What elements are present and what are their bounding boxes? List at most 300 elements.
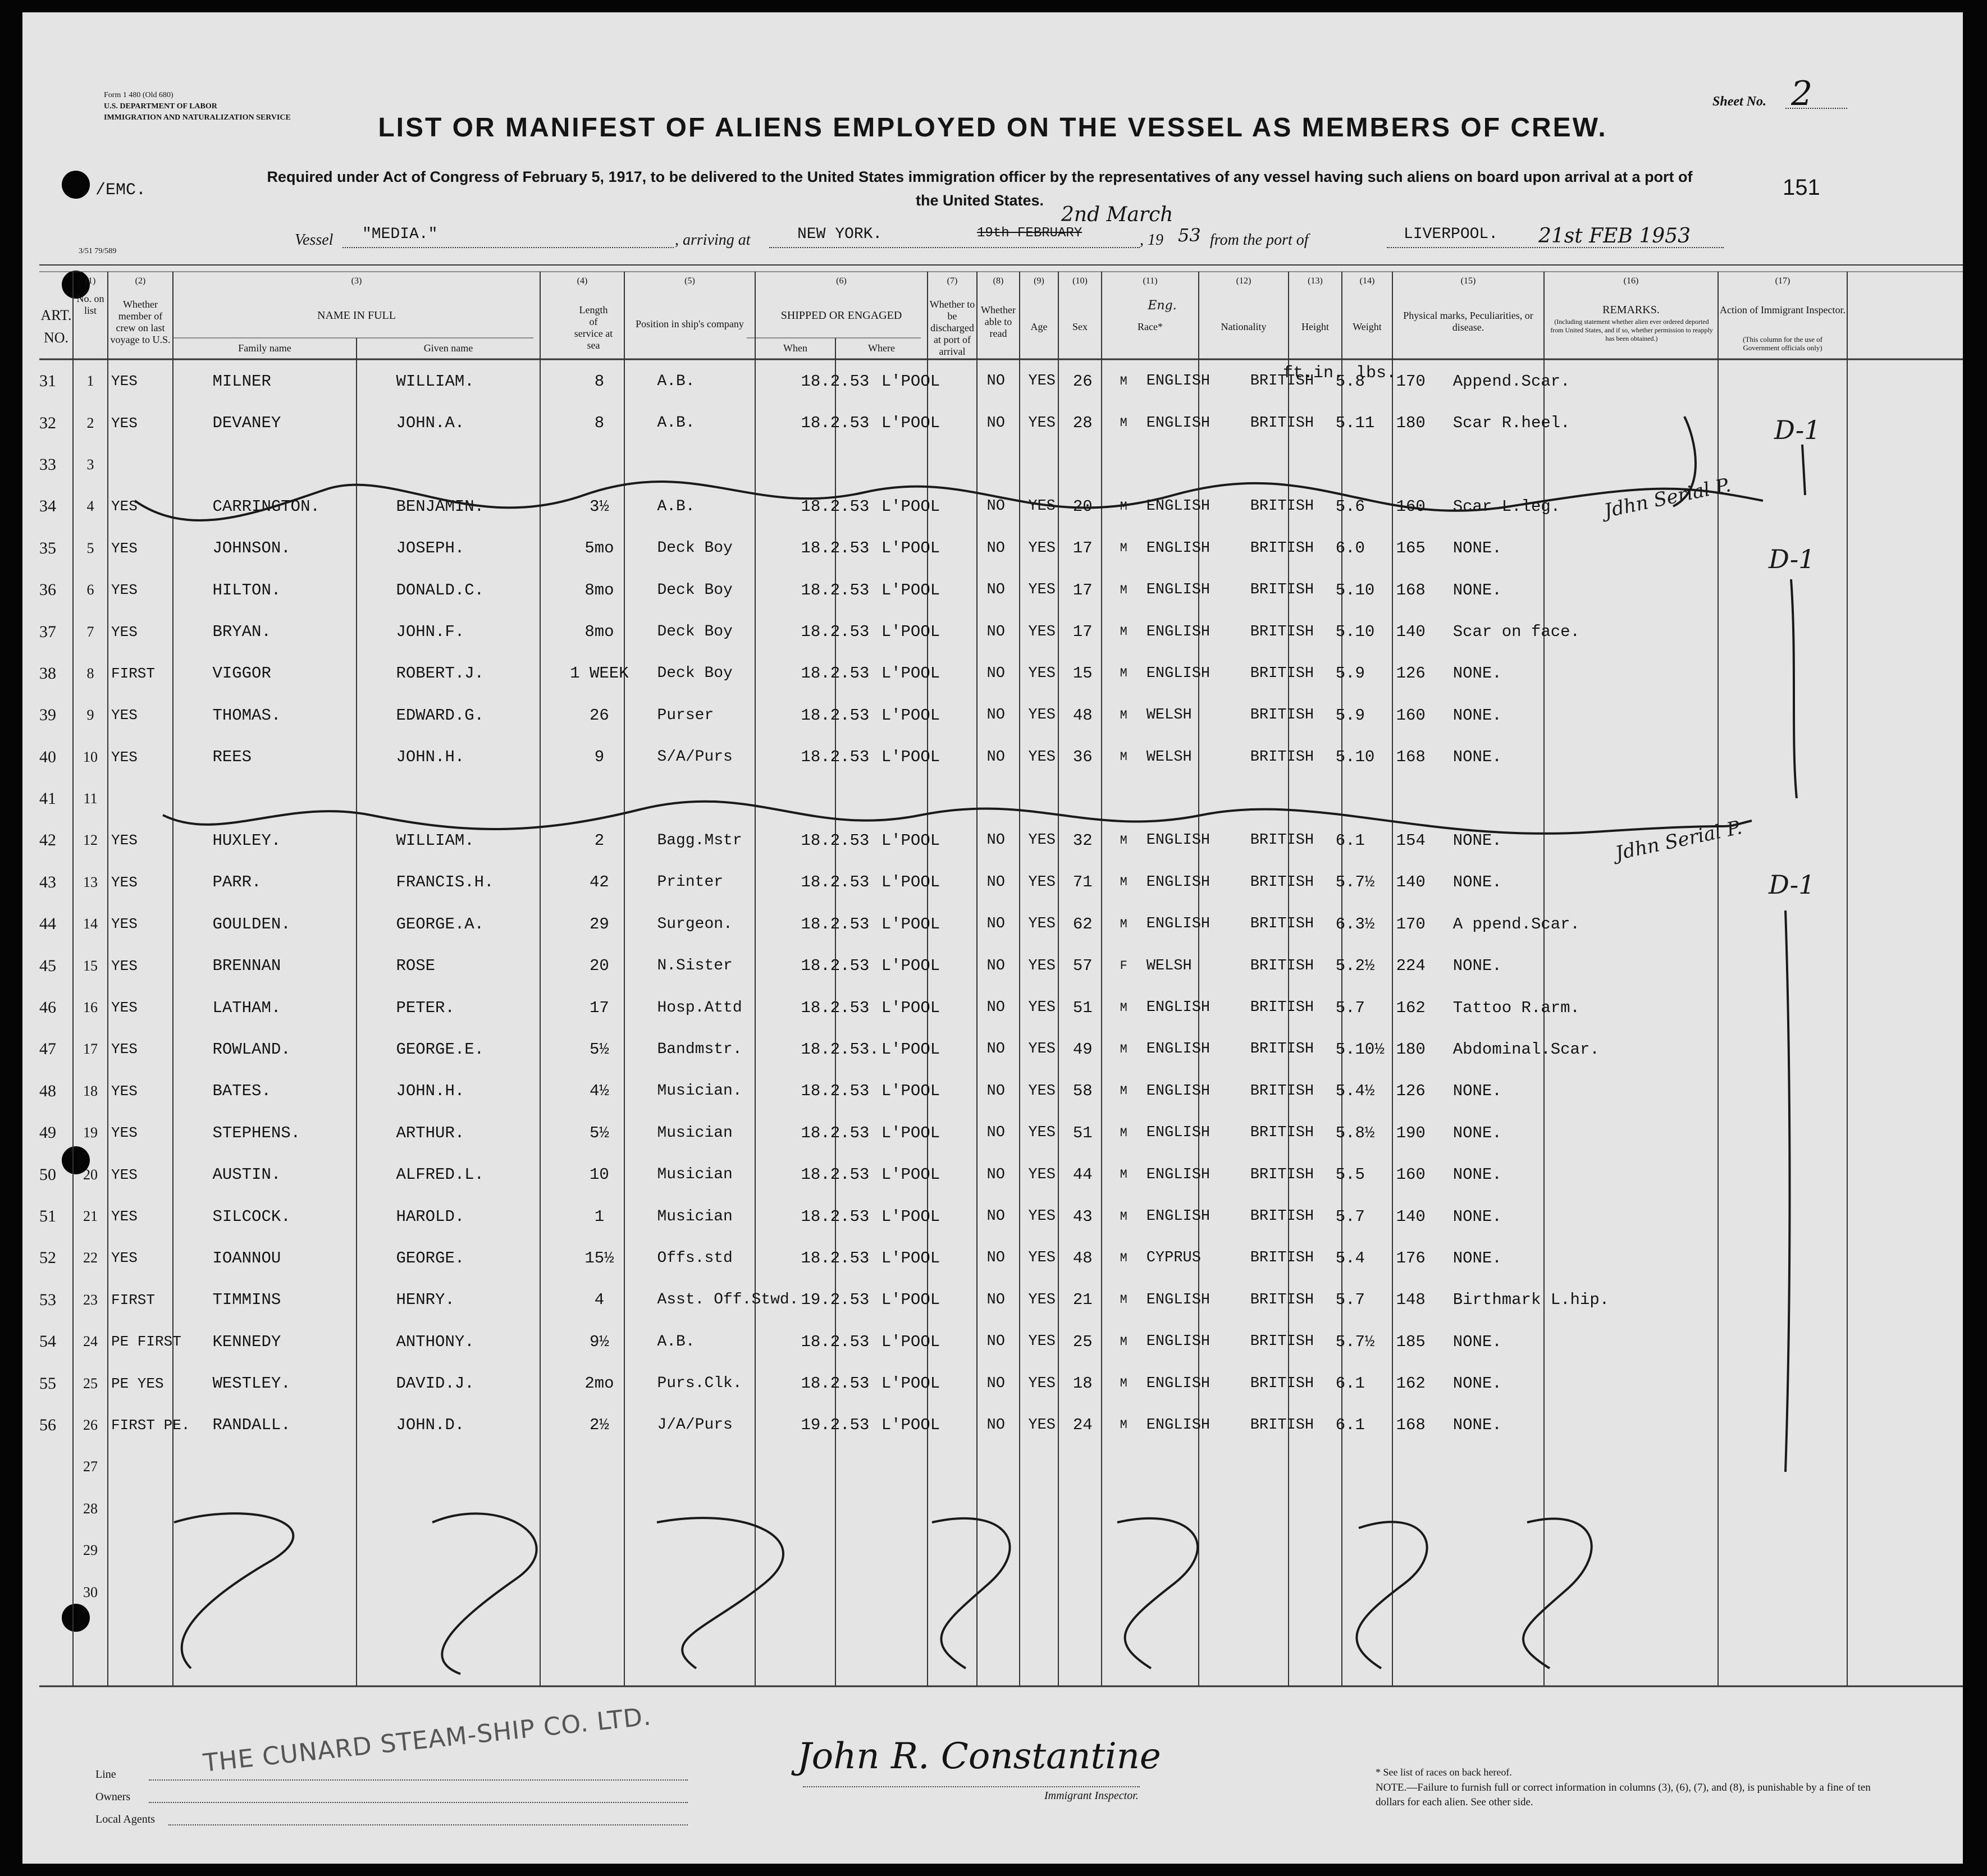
row-shipped-where: L'POOL — [881, 1165, 940, 1184]
header-remarks-note: (Including statement whether alien ever ordered deported from United States, and if so, whether permission to reapply has been obtained.) — [1550, 318, 1713, 342]
row-discharged: NO — [986, 999, 1005, 1017]
row-service-length: 29 — [590, 914, 609, 934]
row-given-name: GEORGE.A. — [396, 914, 485, 934]
row-list-number: 4 — [86, 498, 94, 515]
row-can-read: YES — [1028, 539, 1056, 557]
row-shipped-where: L'POOL — [881, 1207, 940, 1226]
row-shipped-when: 18.2.53 — [801, 706, 870, 725]
footer-owners-label: Owners — [95, 1791, 131, 1803]
header-where: Where — [868, 342, 895, 354]
row-shipped-where: L'POOL — [881, 580, 940, 600]
row-discharged: NO — [986, 1082, 1005, 1100]
row-nationality: BRITISH — [1250, 623, 1314, 640]
row-height: 5.4 — [1335, 1248, 1365, 1268]
row-art-number: 37 — [39, 622, 56, 641]
row-service-length: 8mo — [584, 580, 614, 600]
row-race: ENGLISH — [1146, 373, 1211, 390]
row-physical-marks: NONE. — [1452, 539, 1502, 558]
row-service-length: 4 — [594, 1291, 605, 1310]
column-number: (9) — [1034, 276, 1044, 286]
row-position: Deck Boy — [657, 539, 733, 557]
row-given-name: JOHN.D. — [396, 1416, 465, 1435]
row-position: Printer — [657, 873, 724, 891]
deletion-stroke — [135, 482, 1763, 520]
row-height: 5.8½ — [1335, 1123, 1375, 1142]
row-art-number: 39 — [39, 706, 56, 725]
row-art-number: 43 — [39, 872, 56, 891]
row-shipped-when: 19.2.53 — [801, 1291, 870, 1310]
row-can-read: YES — [1028, 1333, 1056, 1351]
row-sex: M — [1120, 1418, 1127, 1433]
row-art-number: 55 — [39, 1374, 56, 1393]
column-number: (12) — [1236, 276, 1251, 286]
row-list-number: 30 — [83, 1584, 98, 1600]
pen-line — [1791, 579, 1797, 798]
row-can-read: YES — [1028, 1291, 1056, 1308]
row-weight: 176 — [1396, 1248, 1426, 1268]
row-shipped-where: L'POOL — [881, 539, 940, 558]
row-list-number: 10 — [83, 748, 98, 765]
row-weight: 224 — [1396, 957, 1426, 976]
row-physical-marks: Scar L.leg. — [1452, 497, 1561, 516]
row-nationality: BRITISH — [1250, 957, 1314, 974]
row-shipped-when: 18.2.53 — [801, 1123, 870, 1142]
row-position: Musician — [657, 1207, 733, 1225]
row-can-read: YES — [1028, 665, 1056, 682]
row-position: A.B. — [657, 414, 695, 432]
row-art-number: 46 — [39, 998, 56, 1017]
row-can-read: YES — [1028, 748, 1056, 766]
year-value: 53 — [1178, 225, 1201, 246]
row-service-length: 9 — [594, 748, 605, 767]
row-weight: 168 — [1396, 1416, 1426, 1435]
row-list-number: 9 — [86, 707, 94, 724]
row-previous-voyage: YES — [111, 748, 138, 766]
row-given-name: ANTHONY. — [396, 1332, 474, 1351]
row-physical-marks: Abdominal.Scar. — [1452, 1040, 1600, 1059]
row-art-number: 52 — [39, 1248, 56, 1268]
row-shipped-where: L'POOL — [881, 1123, 940, 1142]
row-physical-marks: NONE. — [1452, 1082, 1502, 1101]
row-given-name: BENJAMIN. — [396, 497, 485, 516]
row-can-read: YES — [1028, 623, 1056, 640]
row-given-name: ARTHUR. — [396, 1123, 465, 1142]
row-position: Asst. Off.Stwd. — [657, 1291, 799, 1309]
row-service-length: 8 — [594, 372, 605, 391]
page-mark: 151 — [1783, 175, 1820, 200]
row-physical-marks: A ppend.Scar. — [1452, 914, 1580, 934]
row-given-name: DONALD.C. — [396, 580, 485, 600]
row-shipped-when: 18.2.53 — [801, 1082, 870, 1101]
row-weight: 126 — [1396, 664, 1426, 683]
row-race: ENGLISH — [1146, 999, 1211, 1017]
row-sex: M — [1120, 750, 1127, 765]
row-family-name: MILNER — [212, 372, 271, 391]
sheet-number: 2 — [1791, 74, 1813, 113]
row-nationality: BRITISH — [1250, 582, 1314, 599]
row-age: 58 — [1072, 1082, 1093, 1101]
row-given-name: HENRY. — [396, 1291, 455, 1310]
row-given-name: JOHN.H. — [396, 748, 465, 767]
row-physical-marks: NONE. — [1452, 748, 1502, 767]
form-number: Form 1 480 (Old 680) — [104, 91, 173, 99]
footer-agents-label: Local Agents — [95, 1813, 156, 1825]
signature-rule — [803, 1786, 1140, 1787]
row-physical-marks: NONE. — [1452, 1416, 1502, 1435]
row-service-length: 1 — [594, 1207, 605, 1226]
row-previous-voyage: YES — [111, 498, 138, 515]
row-shipped-when: 18.2.53 — [801, 998, 870, 1017]
row-sex: M — [1120, 625, 1127, 639]
row-service-length: 4½ — [590, 1082, 609, 1101]
row-nationality: BRITISH — [1250, 498, 1314, 515]
row-list-number: 28 — [83, 1500, 98, 1517]
row-sex: F — [1120, 959, 1127, 973]
row-list-number: 7 — [86, 623, 94, 640]
row-shipped-when: 18.2.53 — [801, 414, 870, 433]
row-service-length: 2mo — [584, 1374, 614, 1393]
row-nationality: BRITISH — [1250, 1124, 1314, 1142]
row-height: 5.7½ — [1335, 1332, 1375, 1351]
row-weight: 168 — [1396, 580, 1426, 600]
row-previous-voyage: FIRST — [111, 665, 156, 682]
row-sex: M — [1120, 1209, 1127, 1224]
row-can-read: YES — [1028, 582, 1056, 599]
row-position: Offs.std — [657, 1249, 733, 1267]
row-family-name: HUXLEY. — [212, 831, 281, 850]
row-weight: 180 — [1396, 414, 1426, 433]
row-family-name: STEPHENS. — [212, 1123, 301, 1142]
row-sex: M — [1120, 1168, 1127, 1182]
row-given-name: HAROLD. — [396, 1207, 465, 1226]
bracket-stroke — [432, 1513, 537, 1674]
row-position: Musician. — [657, 1082, 742, 1100]
row-discharged: NO — [986, 665, 1005, 682]
row-list-number: 26 — [83, 1416, 98, 1433]
arrival-date-struck: 19th FEBRUARY — [977, 226, 1082, 241]
vessel-label: Vessel — [295, 231, 334, 249]
row-art-number: 50 — [39, 1165, 56, 1184]
row-physical-marks: NONE. — [1452, 1165, 1502, 1184]
row-shipped-where: L'POOL — [881, 831, 940, 850]
row-nationality: BRITISH — [1250, 1416, 1314, 1434]
row-given-name: JOHN.H. — [396, 1082, 465, 1101]
column-number: (10) — [1072, 276, 1088, 286]
row-discharged: NO — [986, 748, 1005, 766]
row-previous-voyage: PE FIRST — [111, 1333, 181, 1351]
row-art-number: 44 — [39, 914, 56, 934]
row-height: 5.10 — [1335, 748, 1375, 767]
row-height: 5.7 — [1335, 1207, 1365, 1226]
row-art-number: 47 — [39, 1040, 56, 1059]
row-service-length: 8 — [594, 414, 605, 433]
row-family-name: GOULDEN. — [212, 914, 291, 934]
row-shipped-when: 18.2.53 — [801, 873, 870, 892]
row-service-length: 8mo — [584, 623, 614, 642]
header-action-inspector: Action of Immigrant Inspector. — [1720, 304, 1846, 315]
row-position: J/A/Purs — [657, 1416, 733, 1434]
row-list-number: 22 — [83, 1250, 98, 1266]
row-family-name: CARRINGTON. — [212, 497, 320, 516]
row-race: ENGLISH — [1146, 539, 1211, 557]
row-shipped-when: 18.2.53 — [801, 1374, 870, 1393]
row-weight: 140 — [1396, 873, 1426, 892]
row-family-name: AUSTIN. — [212, 1165, 281, 1184]
row-list-number: 11 — [83, 790, 98, 807]
row-race: ENGLISH — [1146, 1208, 1211, 1225]
column-number: (14) — [1359, 276, 1375, 286]
row-weight: 190 — [1396, 1123, 1426, 1142]
row-given-name: WILLIAM. — [396, 831, 474, 850]
row-sex: M — [1120, 917, 1127, 931]
row-family-name: TIMMINS — [212, 1291, 281, 1310]
service-name: IMMIGRATION AND NATURALIZATION SERVICE — [104, 113, 291, 122]
row-shipped-when: 18.2.53 — [801, 1332, 870, 1351]
row-height: 5.9 — [1335, 706, 1365, 725]
row-service-length: 5mo — [584, 539, 614, 558]
header-nationality: Nationality — [1221, 321, 1267, 332]
row-weight: 148 — [1396, 1291, 1426, 1310]
row-sex: M — [1120, 1084, 1127, 1099]
row-list-number: 5 — [86, 539, 94, 556]
row-race: CYPRUS — [1146, 1250, 1201, 1267]
row-family-name: PARR. — [212, 873, 262, 892]
department-name: U.S. DEPARTMENT OF LABOR — [104, 102, 217, 111]
header-age: Age — [1030, 321, 1048, 332]
row-physical-marks: NONE. — [1452, 957, 1502, 976]
row-race: ENGLISH — [1146, 1041, 1211, 1058]
row-previous-voyage: YES — [111, 916, 138, 933]
row-can-read: YES — [1028, 1208, 1056, 1225]
row-age: 15 — [1072, 664, 1093, 683]
row-shipped-where: L'POOL — [881, 1416, 940, 1435]
row-can-read: YES — [1028, 832, 1056, 849]
row-previous-voyage: YES — [111, 539, 138, 557]
row-art-number: 40 — [39, 747, 56, 766]
row-nationality: BRITISH — [1250, 748, 1314, 766]
row-list-number: 27 — [83, 1458, 98, 1475]
row-nationality: BRITISH — [1250, 1041, 1314, 1058]
row-family-name: THOMAS. — [212, 706, 281, 725]
row-height: 5.7 — [1335, 1291, 1365, 1310]
row-discharged: NO — [986, 957, 1005, 974]
header-art-no: ART. NO. — [40, 307, 72, 346]
deletion-initials: Jdhn Serial P. — [1602, 474, 1733, 523]
from-port-label: from the port of — [1210, 231, 1309, 249]
row-age: 32 — [1072, 831, 1093, 850]
row-nationality: BRITISH — [1250, 1291, 1314, 1308]
row-shipped-where: L'POOL — [881, 914, 940, 934]
row-sex: M — [1120, 1376, 1127, 1391]
row-given-name: GEORGE.E. — [396, 1040, 485, 1059]
row-previous-voyage: YES — [111, 957, 138, 974]
arrival-date-handwritten: 2nd March — [1061, 203, 1173, 226]
row-discharged: NO — [986, 1333, 1005, 1351]
row-discharged: NO — [986, 873, 1005, 891]
bracket-stroke — [1523, 1519, 1592, 1668]
row-age: 36 — [1072, 748, 1093, 767]
row-service-length: 3½ — [590, 497, 609, 516]
row-list-number: 15 — [83, 957, 98, 974]
row-previous-voyage: PE YES — [111, 1375, 164, 1392]
row-discharged: NO — [986, 623, 1005, 640]
row-family-name: LATHAM. — [212, 998, 281, 1017]
row-art-number: 48 — [39, 1081, 56, 1100]
row-height: 6.1 — [1335, 1416, 1365, 1435]
row-height: 5.7½ — [1335, 873, 1375, 892]
row-physical-marks: Birthmark L.hip. — [1452, 1291, 1610, 1310]
row-can-read: YES — [1028, 1082, 1056, 1100]
print-code: 3/51 79/589 — [79, 247, 117, 255]
row-nationality: BRITISH — [1250, 665, 1314, 682]
row-nationality: BRITISH — [1250, 873, 1314, 891]
row-position: A.B. — [657, 1333, 695, 1351]
penalty-note: NOTE.—Failure to furnish full or correct information in columns (3), (6), (7), and (8), is punishable by a fine of ten dollars for each alien. See other side. — [1376, 1782, 1871, 1808]
row-shipped-when: 18.2.53 — [801, 831, 870, 850]
bracket-stroke — [932, 1518, 1010, 1668]
row-sex: M — [1120, 1000, 1127, 1015]
row-can-read: YES — [1028, 1375, 1056, 1392]
row-age: 71 — [1072, 873, 1093, 892]
row-sex: M — [1120, 499, 1127, 514]
row-art-number: 36 — [39, 580, 56, 600]
row-position: Deck Boy — [657, 581, 733, 599]
row-art-number: 31 — [39, 372, 56, 391]
height-unit: ft.in. — [1283, 364, 1344, 383]
row-can-read: YES — [1028, 707, 1056, 724]
row-shipped-when: 18.2.53 — [801, 1165, 870, 1184]
header-remarks: REMARKS. — [1602, 304, 1660, 316]
row-previous-voyage: YES — [111, 999, 138, 1017]
pen-line — [1785, 910, 1790, 1472]
row-nationality: BRITISH — [1250, 1208, 1314, 1225]
column-number: (15) — [1460, 276, 1476, 286]
row-nationality: BRITISH — [1250, 414, 1314, 432]
row-nationality: BRITISH — [1250, 539, 1314, 557]
row-service-length: 20 — [590, 957, 609, 976]
row-previous-voyage: YES — [111, 373, 138, 390]
row-given-name: FRANCIS.H. — [396, 873, 494, 892]
row-shipped-when: 18.2.53 — [801, 1248, 870, 1268]
row-nationality: BRITISH — [1250, 1250, 1314, 1267]
row-race: ENGLISH — [1146, 498, 1211, 515]
row-family-name: IOANNOU — [212, 1248, 281, 1268]
sheet-label: Sheet No. — [1712, 94, 1766, 109]
row-height: 5.7 — [1335, 998, 1365, 1017]
bracket-stroke — [174, 1513, 293, 1668]
row-shipped-when: 18.2.53 — [801, 372, 870, 391]
row-sex: M — [1120, 708, 1127, 722]
row-family-name: WESTLEY. — [212, 1374, 291, 1393]
row-sex: M — [1120, 1293, 1127, 1307]
row-shipped-where: L'POOL — [881, 1374, 940, 1393]
row-physical-marks: Scar R.heel. — [1452, 414, 1570, 433]
row-height: 6.1 — [1335, 831, 1365, 850]
row-list-number: 24 — [83, 1333, 98, 1350]
row-sex: M — [1120, 1042, 1127, 1056]
row-age: 57 — [1072, 957, 1093, 976]
row-race: ENGLISH — [1146, 1375, 1211, 1392]
row-race: ENGLISH — [1146, 1082, 1211, 1100]
row-nationality: BRITISH — [1250, 832, 1314, 849]
row-height: 5.4½ — [1335, 1082, 1375, 1101]
row-physical-marks: NONE. — [1452, 1123, 1502, 1142]
row-list-number: 3 — [86, 456, 94, 473]
row-shipped-where: L'POOL — [881, 706, 940, 725]
footer-line-rule — [149, 1779, 688, 1781]
row-weight: 185 — [1396, 1332, 1426, 1351]
row-list-number: 20 — [83, 1166, 98, 1183]
row-sex: M — [1120, 416, 1127, 431]
row-race: ENGLISH — [1146, 873, 1211, 891]
row-service-length: 10 — [590, 1165, 609, 1184]
row-list-number: 8 — [86, 665, 94, 681]
row-sex: M — [1120, 833, 1127, 848]
header-given-name: Given name — [423, 342, 473, 354]
row-race: ENGLISH — [1146, 1166, 1211, 1183]
header-race: Race* — [1138, 321, 1163, 332]
row-service-length: 26 — [590, 706, 609, 725]
row-discharged: NO — [986, 498, 1005, 515]
row-age: 17 — [1072, 539, 1093, 558]
page-title: LIST OR MANIFEST OF ALIENS EMPLOYED ON THE VESSEL AS MEMBERS OF CREW. — [378, 113, 1607, 143]
row-list-number: 23 — [83, 1291, 98, 1308]
row-can-read: YES — [1028, 498, 1056, 515]
row-race: ENGLISH — [1146, 582, 1211, 599]
row-weight: 180 — [1396, 1040, 1426, 1059]
row-position: Deck Boy — [657, 623, 733, 641]
row-family-name: BATES. — [212, 1082, 271, 1101]
header-no-on-list: No. on list — [76, 293, 104, 316]
row-position: A.B. — [657, 497, 695, 515]
pen-line — [1802, 445, 1805, 495]
row-sex: M — [1120, 1251, 1127, 1265]
row-family-name: JOHNSON. — [212, 539, 291, 558]
inspector-signature: John R. Constantine — [797, 1736, 1161, 1777]
row-family-name: ROWLAND. — [212, 1040, 291, 1059]
row-discharged: NO — [986, 916, 1005, 933]
row-race: ENGLISH — [1146, 832, 1211, 849]
row-discharged: NO — [986, 832, 1005, 849]
row-previous-voyage: YES — [111, 414, 138, 432]
row-list-number: 14 — [83, 916, 98, 932]
header-name-in-full: NAME IN FULL — [317, 309, 396, 322]
row-age: 20 — [1072, 497, 1093, 516]
header-sex: Sex — [1072, 321, 1088, 332]
row-previous-voyage: YES — [111, 1082, 138, 1100]
row-can-read: YES — [1028, 1166, 1056, 1183]
row-art-number: 51 — [39, 1207, 56, 1225]
row-art-number: 34 — [39, 497, 56, 516]
row-given-name: JOHN.A. — [396, 414, 465, 433]
form-code: /EMC. — [95, 181, 147, 200]
row-weight: 168 — [1396, 748, 1426, 767]
row-art-number: 32 — [39, 413, 56, 432]
row-position: Bagg.Mstr — [657, 831, 742, 849]
row-shipped-where: L'POOL — [881, 873, 940, 892]
row-shipped-when: 18.2.53 — [801, 914, 870, 934]
row-race: WELSH — [1146, 957, 1192, 974]
row-age: 24 — [1072, 1416, 1093, 1435]
row-discharged: NO — [986, 1124, 1005, 1142]
row-race: WELSH — [1146, 707, 1192, 724]
row-position: S/A/Purs — [657, 748, 733, 766]
row-nationality: BRITISH — [1250, 1333, 1314, 1351]
row-can-read: YES — [1028, 916, 1056, 933]
row-weight: 126 — [1396, 1082, 1426, 1101]
row-age: 48 — [1072, 1248, 1093, 1268]
row-sex: M — [1120, 666, 1127, 681]
